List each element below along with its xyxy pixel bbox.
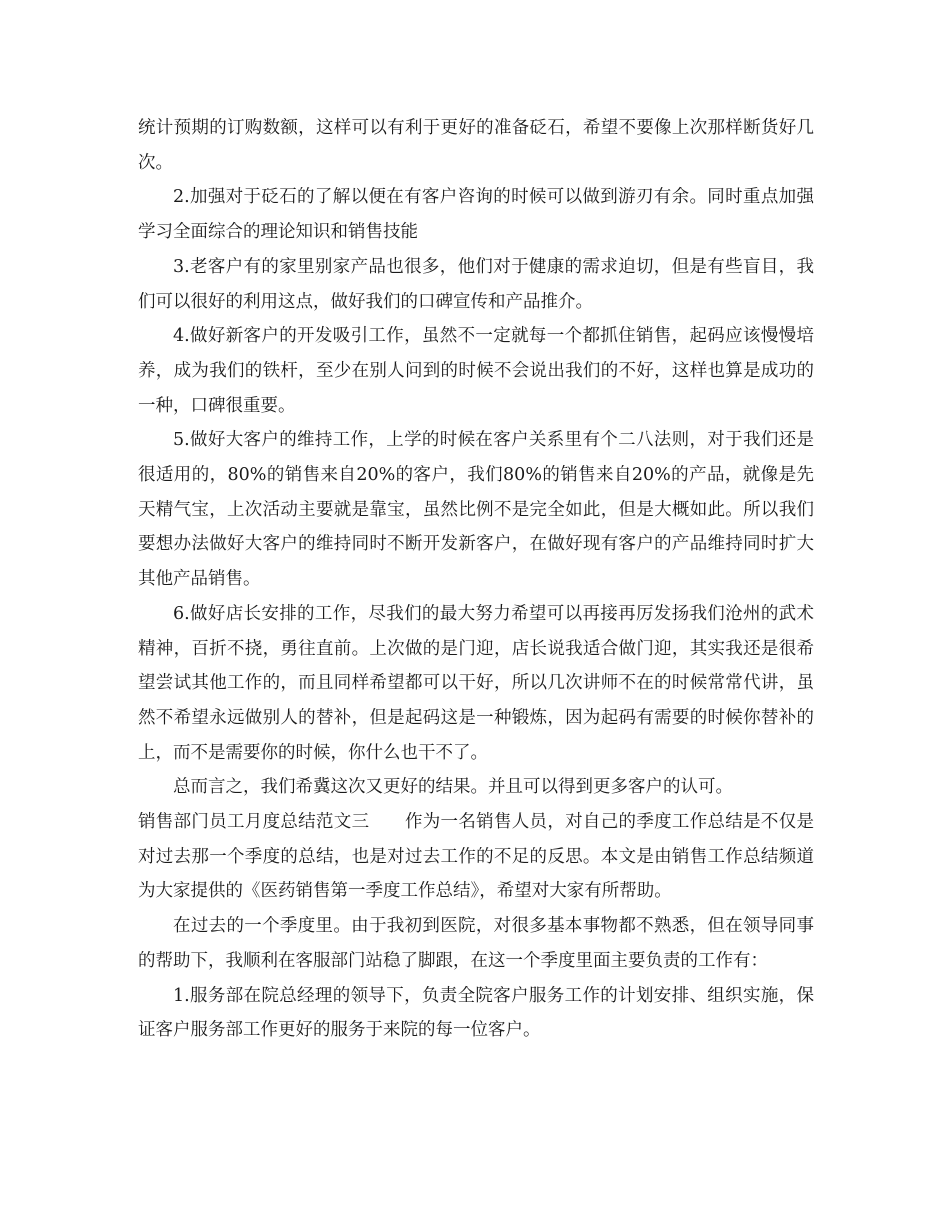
paragraph-past-quarter: 在过去的一个季度里。由于我初到医院，对很多基本事物都不熟悉，但在领导同事的帮助下，我顺利在客服部门站稳了脚跟，在这一个季度里面主要负责的工作有： [138,916,814,971]
paragraph-item-2: 2.加强对于砭石的了解以便在有客户咨询的时候可以做到游刃有余。同时重点加强学习全面综合的理论知识和销售技能 [138,187,814,243]
paragraph-item-6: 6.做好店长安排的工作，尽我们的最大努力希望可以再接再厉发扬我们沧州的武术精神，百折不挠，勇往直前。上次做的是门迎，店长说我适合做门迎，其实我还是很希望尝试其他工作的，而且同样希望都可以干好，所以几次讲师不在的时候常常代讲，虽然不希望永远做别人的替补，但是起码这是一种锻炼，因为起码有需要的时候你替补的上，而不是需要你的时候，你什么也干不了。 [138,603,814,763]
paragraph-order-forecast: 统计预期的订购数额，这样可以有利于更好的准备砭石，希望不要像上次那样断货好几次。 [138,118,814,173]
paragraph-item-5: 5.做好大客户的维持工作，上学的时候在客户关系里有个二八法则，对于我们还是很适用的，80%的销售来自20%的客户，我们80%的销售来自20%的产品，就像是先天精气宝，上次活动主要就是靠宝，虽然比例不是完全如此，但是大概如此。所以我们要想办法做好大客户的维持同时不断开发新客户，在做好现有客户的产品维持同时扩大其他产品销售。 [138,430,814,590]
paragraph-conclusion: 总而言之，我们希冀这次又更好的结果。并且可以得到更多客户的认可。 [173,777,733,798]
paragraph-item-4: 4.做好新客户的开发吸引工作，虽然不一定就每一个都抓住销售，起码应该慢慢培养，成为我们的铁杆，至少在别人问到的时候不会说出我们的不好，这样也算是成功的一种，口碑很重要。 [138,326,814,416]
document-body [138,111,814,1048]
paragraph-section-three: 销售部门员工月度总结范文三 作为一名销售人员，对自己的季度工作总结是不仅是对过去那一个季度的总结，也是对过去工作的不足的反思。本文是由销售工作总结频道为大家提供的《医药销售第一季度工作总结》，希望对大家有所帮助。 [138,812,814,902]
paragraph-service-item-1: 1.服务部在院总经理的领导下，负责全院客户服务工作的计划安排、组织实施，保证客户服务部工作更好的服务于来院的每一位客户。 [138,985,814,1041]
paragraph-item-3: 3.老客户有的家里别家产品也很多，他们对于健康的需求迫切，但是有些盲目，我们可以很好的利用这点，做好我们的口碑宣传和产品推介。 [138,256,814,312]
